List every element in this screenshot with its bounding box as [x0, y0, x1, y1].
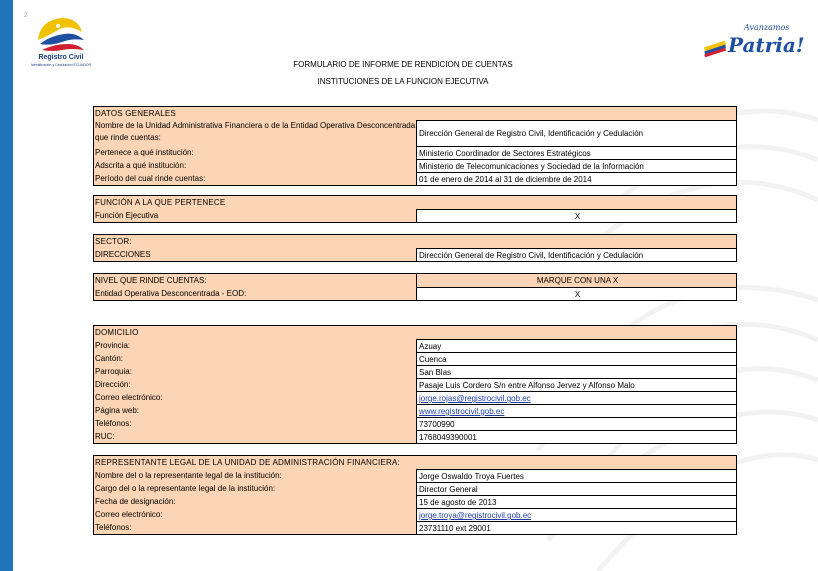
row-label: Teléfonos: [94, 417, 417, 430]
mark-instruction: MARQUE CON UNA X [417, 274, 736, 287]
row-value: 1768049390001 [417, 430, 736, 443]
section-heading-row [94, 107, 736, 120]
table-row [94, 521, 736, 534]
row-label: Pertenece a qué institución: [94, 146, 417, 159]
datos-generales-section [93, 106, 737, 186]
table-row [94, 469, 736, 482]
registro-civil-logo-text: Registro Civil [38, 54, 84, 61]
side-bar-line [13, 0, 15, 571]
avanzamos-patria-logo [700, 18, 805, 64]
row-label: Correo electrónico: [94, 508, 417, 521]
table-row [94, 287, 736, 300]
table-row [94, 146, 736, 159]
section-heading-row [94, 274, 736, 287]
row-label: Cargo del o la representante legal de la institución: [94, 482, 417, 495]
table-row [94, 365, 736, 378]
section-heading: DATOS GENERALES [94, 107, 736, 120]
row-value: Jorge Oswaldo Troya Fuertes [417, 469, 736, 482]
logo-text-avanzamos: Avanzamos [744, 23, 790, 32]
row-value: Director General [417, 482, 736, 495]
row-label: Adscrita a qué institución: [94, 159, 417, 172]
section-heading-row [94, 326, 736, 339]
section-heading-row [94, 456, 736, 469]
row-value: 01 de enero de 2014 al 31 de diciembre de 2014 [417, 172, 736, 185]
row-value: Ministerio Coordinador de Sectores Estratégicos [417, 146, 736, 159]
table-row [94, 482, 736, 495]
row-label: Dirección: [94, 378, 417, 391]
funcion-section [93, 195, 737, 223]
row-value: 23731110 ext 29001 [417, 521, 736, 534]
table-row [94, 430, 736, 443]
row-value: San Blas [417, 365, 736, 378]
table-row [94, 404, 736, 417]
registro-civil-logo-subtitle: Identificación y Cedulación ECUADOR [30, 63, 92, 67]
table-row [94, 209, 736, 222]
representante-section [93, 455, 737, 535]
row-label: Entidad Operativa Desconcentrada - EOD: [94, 287, 417, 300]
page-subtitle: INSTITUCIONES DE LA FUNCION EJECUTIVA [317, 77, 489, 86]
section-heading: REPRESENTANTE LEGAL DE LA UNIDAD DE ADMINISTRACIÓN FINANCIERA: [94, 456, 736, 469]
row-label: RUC: [94, 430, 417, 443]
slide-number: 2 [24, 13, 28, 19]
row-value: Cuenca [417, 352, 736, 365]
section-heading: FUNCIÓN A LA QUE PERTENECE [94, 196, 736, 209]
table-row [94, 352, 736, 365]
row-label: Función Ejecutiva [94, 209, 417, 222]
row-label: Parroquia: [94, 365, 417, 378]
table-row [94, 495, 736, 508]
row-label: Provincia: [94, 339, 417, 352]
email-link[interactable]: jorge.troya@registrocivil.gob.ec [419, 511, 532, 520]
row-label: Página web: [94, 404, 417, 417]
row-value: X [417, 287, 736, 300]
section-heading-row [94, 196, 736, 209]
table-row [94, 248, 736, 261]
website-link[interactable]: www.registrocivil.gob.ec [419, 407, 505, 416]
table-row [94, 378, 736, 391]
row-value: 73700990 [417, 417, 736, 430]
section-heading-row [94, 235, 736, 248]
sector-section [93, 234, 737, 262]
row-label: Teléfonos: [94, 521, 417, 534]
section-heading: NIVEL QUE RINDE CUENTAS: [94, 274, 417, 287]
row-value: Dirección General de Registro Civil, Identificación y Cedulación [417, 248, 736, 261]
row-value: Azuay [417, 339, 736, 352]
row-label: Fecha de designación: [94, 495, 417, 508]
row-value [417, 391, 736, 404]
table-row [94, 172, 736, 185]
table-row [94, 159, 736, 172]
table-row [94, 391, 736, 404]
side-bar [0, 0, 13, 571]
row-label: Nombre de la Unidad Administrativa Financiera o de la Entidad Operativa Desconcentrada que rinde cuentas: [94, 120, 417, 146]
row-label: Cantón: [94, 352, 417, 365]
section-heading: SECTOR: [94, 235, 736, 248]
section-heading: DOMICILIO [94, 326, 736, 339]
logo-text-patria: Patria! [728, 33, 805, 57]
row-label: Correo electrónico: [94, 391, 417, 404]
row-value: Ministerio de Telecomunicaciones y Sociedad de la Información [417, 159, 736, 172]
row-value: Dirección General de Registro Civil, Identificación y Cedulación [417, 120, 736, 146]
table-row [94, 339, 736, 352]
table-row [94, 120, 736, 146]
table-row [94, 508, 736, 521]
row-label: Período del cual rinde cuentas: [94, 172, 417, 185]
row-value [417, 508, 736, 521]
email-link[interactable]: jorge.rojas@registrocivil.gob.ec [419, 394, 531, 403]
domicilio-section [93, 325, 737, 444]
row-label: DIRECCIONES [94, 248, 417, 261]
row-value [417, 404, 736, 417]
table-row [94, 417, 736, 430]
row-value: 15 de agosto de 2013 [417, 495, 736, 508]
row-value: X [417, 209, 736, 222]
page-title: FORMULARIO DE INFORME DE RENDICION DE CUENTAS [293, 60, 513, 69]
row-label: Nombre del o la representante legal de la institución: [94, 469, 417, 482]
nivel-section [93, 273, 737, 301]
row-value: Pasaje Luis Cordero S/n entre Alfonso Jervez y Alfonso Malo [417, 378, 736, 391]
